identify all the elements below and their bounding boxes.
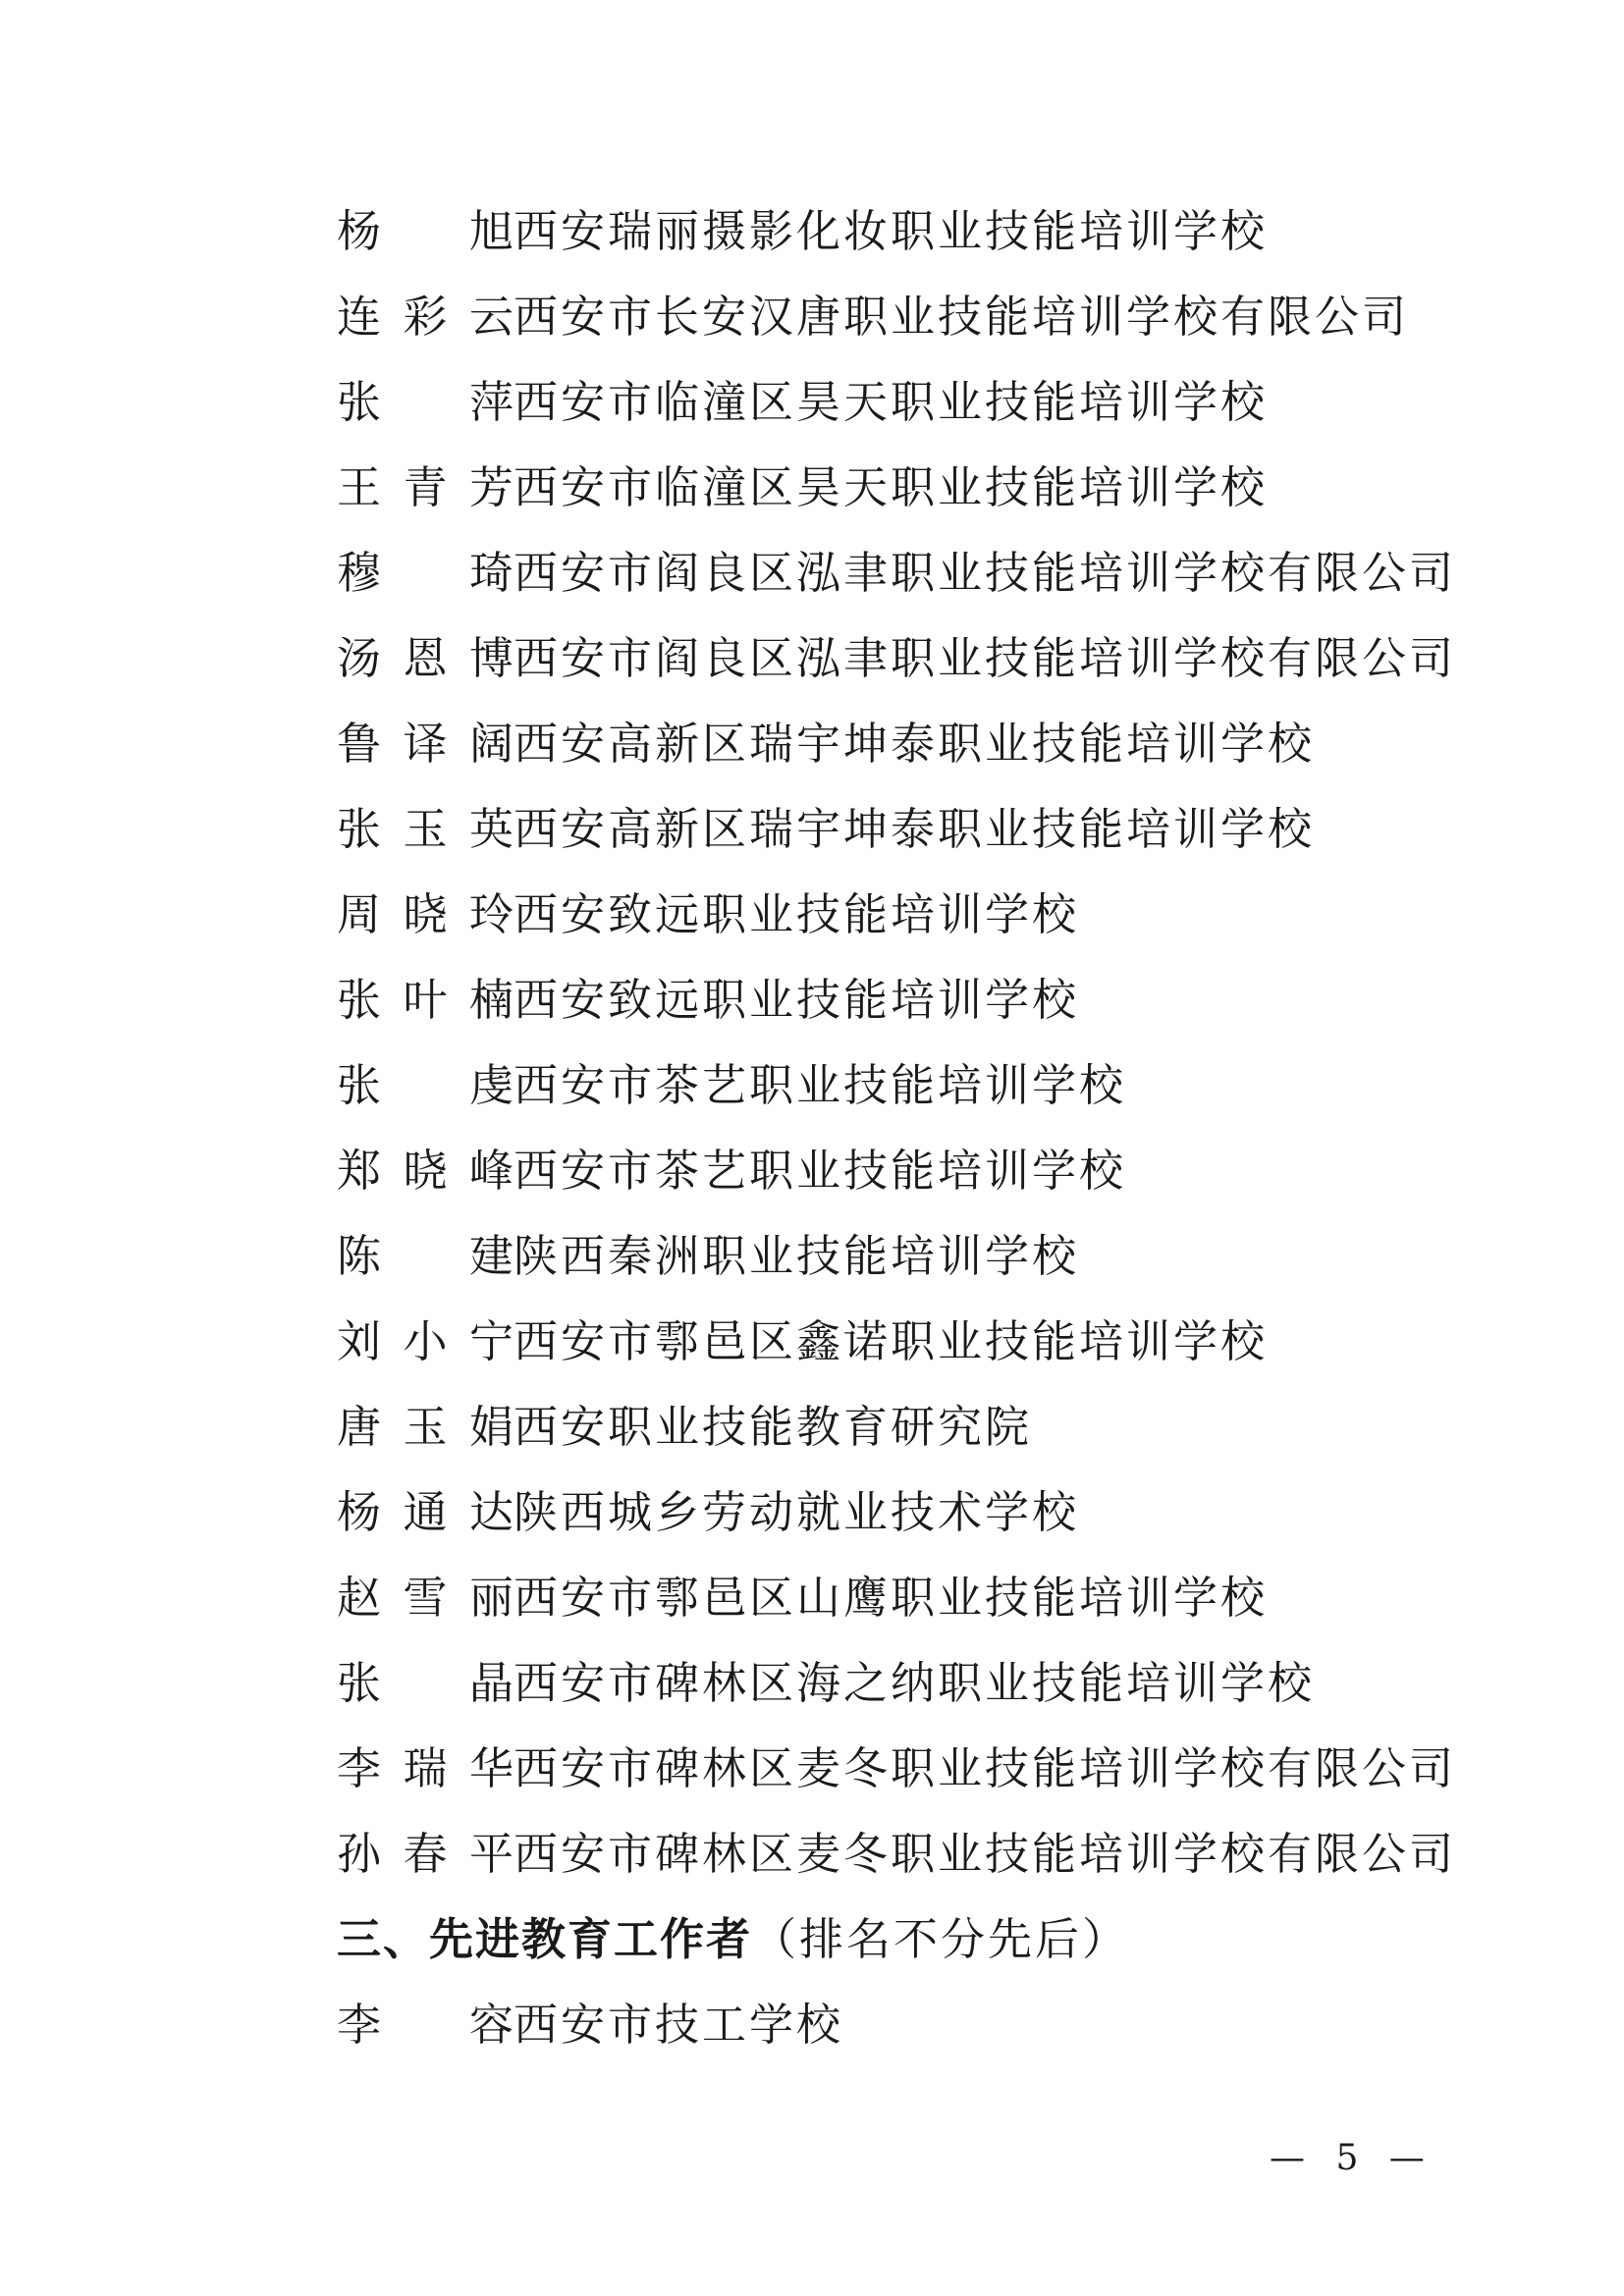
list-item (337, 957, 1378, 1042)
person-name: 穆 琦 (337, 547, 514, 599)
organization-name: 西安市鄠邑区鑫诺职业技能培训学校 (514, 1315, 1269, 1367)
person-name: 连彩云 (337, 291, 514, 343)
list-item (337, 615, 1457, 701)
list-item (337, 1726, 1457, 1811)
organization-name: 西安致远职业技能培训学校 (514, 888, 1080, 940)
organization-name: 西安市阎良区泓聿职业技能培训学校有限公司 (514, 547, 1457, 599)
person-name: 杨 旭 (337, 205, 514, 257)
organization-name: 陕西秦洲职业技能培训学校 (514, 1230, 1080, 1282)
organization-name: 西安瑞丽摄影化妆职业技能培训学校 (514, 205, 1269, 257)
organization-name: 西安市临潼区昊天职业技能培训学校 (514, 461, 1269, 513)
organization-name: 陕西城乡劳动就业技术学校 (514, 1486, 1080, 1538)
list-item (337, 1982, 1378, 2067)
page-number: — 5 — (1270, 2138, 1435, 2178)
list-item (337, 872, 1378, 957)
person-name: 汤恩博 (337, 632, 514, 684)
person-name: 陈 建 (337, 1230, 514, 1282)
list-item (337, 1469, 1378, 1555)
person-name: 李瑞华 (337, 1742, 514, 1794)
award-list (337, 188, 1457, 2067)
list-item (337, 1128, 1378, 1213)
person-name: 李 容 (337, 1999, 514, 2051)
list-item (337, 1555, 1378, 1640)
person-name: 张叶楠 (337, 974, 514, 1026)
organization-name: 西安高新区瑞宇坤泰职业技能培训学校 (514, 803, 1316, 855)
list-item (337, 1213, 1378, 1299)
person-name: 孙春平 (337, 1828, 514, 1880)
list-item (337, 1640, 1378, 1726)
list-item (337, 1042, 1378, 1128)
organization-name: 西安市长安汉唐职业技能培训学校有限公司 (514, 291, 1410, 343)
person-name: 张玉英 (337, 803, 514, 855)
organization-name: 西安市临潼区昊天职业技能培训学校 (514, 376, 1269, 428)
list-item (337, 1811, 1457, 1896)
organization-name: 西安市碑林区麦冬职业技能培训学校有限公司 (514, 1742, 1457, 1794)
person-name: 唐玉娟 (337, 1401, 514, 1453)
section-title: 三、先进教育工作者 (337, 1913, 753, 1965)
list-item (337, 701, 1378, 786)
organization-name: 西安职业技能教育研究院 (514, 1401, 1033, 1453)
organization-name: 西安市鄠邑区山鹰职业技能培训学校 (514, 1572, 1269, 1624)
person-name: 张 晶 (337, 1657, 514, 1709)
list-item (337, 1384, 1378, 1469)
person-name: 郑晓峰 (337, 1145, 514, 1197)
person-name: 张 萍 (337, 376, 514, 428)
person-name: 周晓玲 (337, 888, 514, 940)
list-item (337, 445, 1378, 530)
person-name: 刘小宁 (337, 1315, 514, 1367)
organization-name: 西安市碑林区麦冬职业技能培训学校有限公司 (514, 1828, 1457, 1880)
person-name: 杨通达 (337, 1486, 514, 1538)
person-name: 鲁译阔 (337, 718, 514, 770)
section-note: （排名不分先后） (752, 1913, 1130, 1965)
list-item (337, 1299, 1378, 1384)
section-heading (337, 1896, 1378, 1982)
list-item (337, 188, 1378, 274)
person-name: 王青芳 (337, 461, 514, 513)
list-item (337, 786, 1378, 872)
person-name: 赵雪丽 (337, 1572, 514, 1624)
person-name: 张 虔 (337, 1059, 514, 1111)
organization-name: 西安致远职业技能培训学校 (514, 974, 1080, 1026)
organization-name: 西安市技工学校 (514, 1999, 844, 2051)
organization-name: 西安高新区瑞宇坤泰职业技能培训学校 (514, 718, 1316, 770)
organization-name: 西安市茶艺职业技能培训学校 (514, 1059, 1127, 1111)
organization-name: 西安市阎良区泓聿职业技能培训学校有限公司 (514, 632, 1457, 684)
organization-name: 西安市茶艺职业技能培训学校 (514, 1145, 1127, 1197)
organization-name: 西安市碑林区海之纳职业技能培训学校 (514, 1657, 1316, 1709)
list-item (337, 274, 1410, 359)
list-item (337, 359, 1378, 445)
list-item (337, 530, 1457, 615)
